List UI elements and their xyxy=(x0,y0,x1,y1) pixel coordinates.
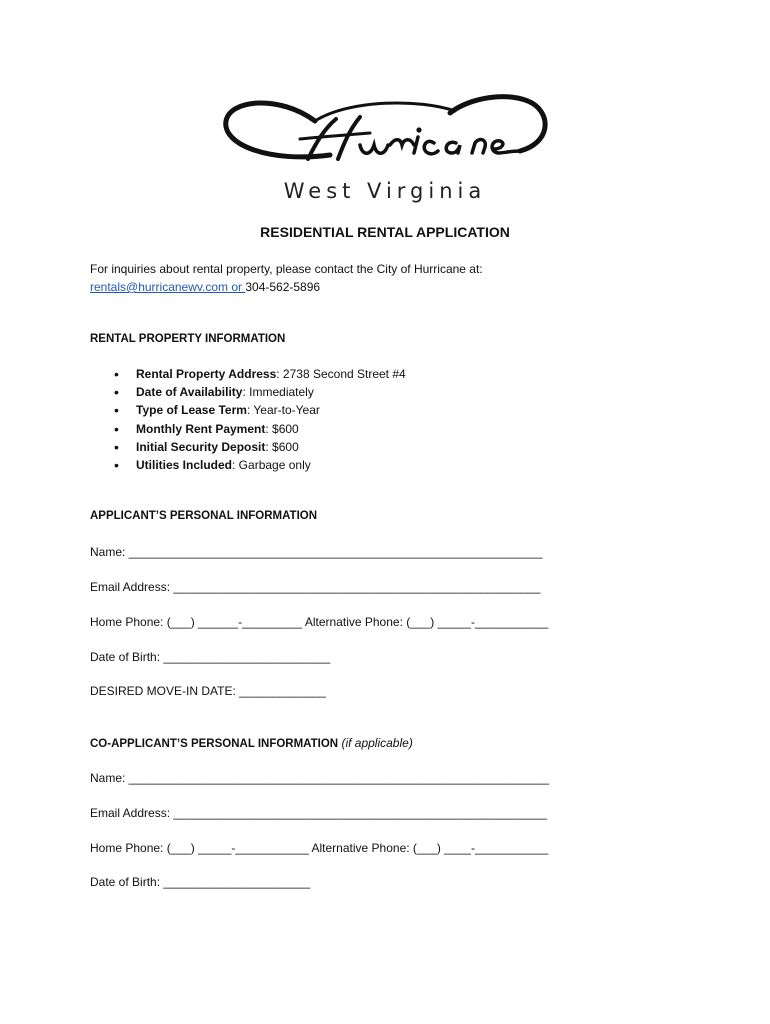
applicant-email-field[interactable]: Email Address: _______________________________________________________ xyxy=(90,580,541,594)
intro-text: For inquiries about rental property, please contact the City of Hurricane at: xyxy=(90,262,483,276)
applicant-name-field[interactable]: Name: ______________________________________________________________ xyxy=(90,545,543,559)
applicant-phone-field[interactable]: Home Phone: (___) ______-_________ Alternative Phone: (___) _____-___________ xyxy=(90,615,549,629)
co-applicant-note: (if applicable) xyxy=(341,736,413,750)
co-applicant-email-field[interactable]: Email Address: ________________________________________________________ xyxy=(90,806,548,820)
rental-info-list xyxy=(110,365,406,474)
hurricane-logo xyxy=(220,93,552,173)
email-link[interactable]: rentals@hurricanewv.com or xyxy=(90,280,246,294)
co-applicant-dob-field[interactable]: Date of Birth: ______________________ xyxy=(90,875,311,889)
list-item: • Date of Availability: Immediately xyxy=(110,383,406,401)
rental-info-heading: RENTAL PROPERTY INFORMATION xyxy=(90,333,286,345)
applicant-heading: APPLICANT’S PERSONAL INFORMATION xyxy=(90,510,318,522)
applicant-dob-field[interactable]: Date of Birth: _________________________ xyxy=(90,650,331,664)
co-applicant-heading: CO-APPLICANT’S PERSONAL INFORMATION (if applicable) xyxy=(90,736,413,750)
document-title: RESIDENTIAL RENTAL APPLICATION xyxy=(260,224,510,240)
contact-phone: 304-562-5896 xyxy=(245,280,321,294)
move-in-date-field[interactable]: DESIRED MOVE-IN DATE: _____________ xyxy=(90,684,326,698)
co-applicant-name-field[interactable]: Name: _______________________________________________________________ xyxy=(90,771,550,785)
list-item: • Utilities Included: Garbage only xyxy=(110,456,406,474)
logo-subtitle: West Virginia xyxy=(283,179,487,203)
list-item: • Monthly Rent Payment: $600 xyxy=(110,420,406,438)
contact-line xyxy=(90,280,320,294)
list-item: • Initial Security Deposit: $600 xyxy=(110,438,406,456)
list-item: • Type of Lease Term: Year-to-Year xyxy=(110,401,406,419)
co-applicant-phone-field[interactable]: Home Phone: (___) _____-___________ Alternative Phone: (___) ____-___________ xyxy=(90,841,549,855)
list-item: • Rental Property Address: 2738 Second Street #4 xyxy=(110,365,406,383)
